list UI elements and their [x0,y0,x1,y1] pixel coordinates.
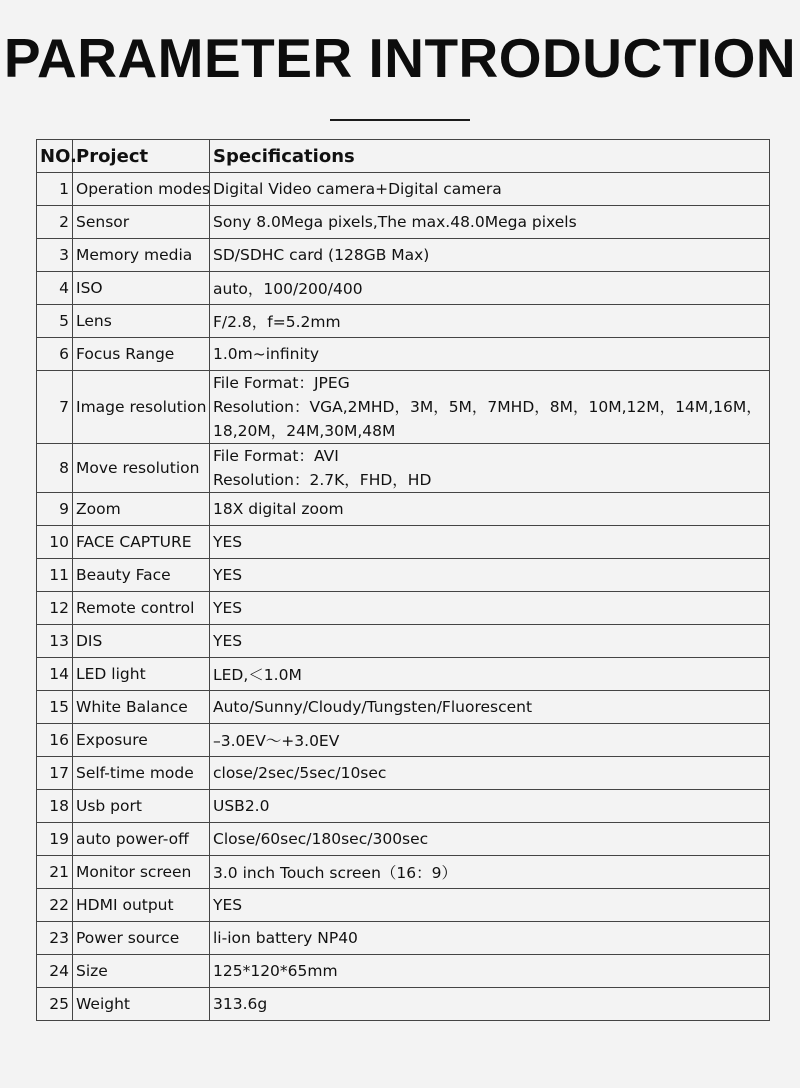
table-row [37,724,770,757]
row-specification [210,658,770,691]
row-number: 19 [37,823,73,856]
table-row [37,757,770,790]
row-specification [210,592,770,625]
row-specification [210,955,770,988]
row-number: 9 [37,493,73,526]
spec-line: li-ion battery NP40 [213,929,358,947]
row-project: Power source [73,922,210,955]
row-project: Size [73,955,210,988]
row-project: Operation modes [73,173,210,206]
table-row [37,790,770,823]
row-specification [210,444,770,493]
row-project: Self-time mode [73,757,210,790]
spec-line: Digital Video camera+Digital camera [213,180,502,198]
row-specification [210,724,770,757]
row-number: 17 [37,757,73,790]
row-number: 6 [37,338,73,371]
spec-line: 313.6g [213,995,268,1013]
row-project: auto power-off [73,823,210,856]
row-specification [210,371,770,444]
row-project: ISO [73,272,210,305]
table-row [37,239,770,272]
row-project: Move resolution [73,444,210,493]
spec-line: 1.0m~infinity [213,345,320,363]
row-project: Lens [73,305,210,338]
table-row [37,856,770,889]
row-number: 2 [37,206,73,239]
row-specification [210,526,770,559]
row-specification [210,206,770,239]
row-project: Focus Range [73,338,210,371]
row-project: Exposure [73,724,210,757]
spec-line: Resolution：2.7K，FHD，HD [213,471,432,489]
header-project: Project [73,140,210,173]
row-specification [210,889,770,922]
table-row [37,272,770,305]
row-specification [210,691,770,724]
spec-line: F/2.8，f=5.2mm [213,313,341,331]
spec-line: SD/SDHC card (128GB Max) [213,246,430,264]
row-specification [210,559,770,592]
page-title: PARAMETER INTRODUCTION [3,27,797,89]
spec-line: YES [213,566,243,584]
row-project: Sensor [73,206,210,239]
row-project: Beauty Face [73,559,210,592]
spec-line: YES [213,533,243,551]
table-row [37,444,770,493]
row-specification [210,790,770,823]
row-number: 5 [37,305,73,338]
row-specification [210,239,770,272]
row-number: 11 [37,559,73,592]
row-number: 12 [37,592,73,625]
spec-line: YES [213,632,243,650]
header-specifications: Specifications [210,140,770,173]
table-row [37,955,770,988]
row-project: Usb port [73,790,210,823]
row-specification [210,823,770,856]
row-project: DIS [73,625,210,658]
spec-line: 125*120*65mm [213,962,338,980]
table-row [37,559,770,592]
table-row [37,823,770,856]
row-number: 24 [37,955,73,988]
row-project: Remote control [73,592,210,625]
spec-line: YES [213,896,243,914]
row-specification [210,856,770,889]
row-number: 8 [37,444,73,493]
table-row [37,493,770,526]
row-number: 13 [37,625,73,658]
row-number: 4 [37,272,73,305]
table-row [37,625,770,658]
spec-line: Close/60sec/180sec/300sec [213,830,429,848]
row-project: Image resolution [73,371,210,444]
spec-line: 18X digital zoom [213,500,344,518]
row-project: White Balance [73,691,210,724]
spec-line: 3.0 inch Touch screen（16：9） [213,864,458,882]
spec-line: Sony 8.0Mega pixels,The max.48.0Mega pixels [213,213,577,231]
spec-line: 18,20M，24M,30M,48M [213,422,396,440]
row-specification [210,988,770,1021]
row-number: 21 [37,856,73,889]
row-specification [210,173,770,206]
spec-line: –3.0EV～+3.0EV [213,732,340,750]
row-project: Memory media [73,239,210,272]
row-project: LED light [73,658,210,691]
spec-line: LED,＜1.0M [213,666,302,684]
row-specification [210,305,770,338]
table-row [37,371,770,444]
spec-line: USB2.0 [213,797,270,815]
row-number: 14 [37,658,73,691]
spec-line: File Format：AVI [213,447,339,465]
spec-line: YES [213,599,243,617]
row-project: Weight [73,988,210,1021]
row-number: 1 [37,173,73,206]
table-row [37,206,770,239]
spec-line: Auto/Sunny/Cloudy/Tungsten/Fluorescent [213,698,533,716]
row-number: 7 [37,371,73,444]
title-underline [330,119,470,121]
table-row [37,658,770,691]
spec-line: auto，100/200/400 [213,280,363,298]
row-specification [210,922,770,955]
table-row [37,691,770,724]
row-number: 23 [37,922,73,955]
header-no: NO. [37,140,73,173]
row-specification [210,757,770,790]
spec-line: Resolution：VGA,2MHD，3M，5M，7MHD，8M，10M,12M，14M,16M， [213,398,762,416]
table-row [37,173,770,206]
spec-line: close/2sec/5sec/10sec [213,764,387,782]
table-row [37,305,770,338]
row-number: 3 [37,239,73,272]
spec-line: File Format：JPEG [213,374,350,392]
row-project: Monitor screen [73,856,210,889]
row-project: FACE CAPTURE [73,526,210,559]
table-header-row [37,140,770,173]
row-number: 22 [37,889,73,922]
row-specification [210,493,770,526]
table-row [37,988,770,1021]
row-number: 16 [37,724,73,757]
row-number: 18 [37,790,73,823]
table-row [37,338,770,371]
table-row [37,526,770,559]
row-number: 25 [37,988,73,1021]
table-row [37,889,770,922]
row-number: 15 [37,691,73,724]
table-row [37,922,770,955]
row-specification [210,625,770,658]
row-project: Zoom [73,493,210,526]
row-number: 10 [37,526,73,559]
row-specification [210,272,770,305]
parameter-table [36,139,770,1021]
table-row [37,592,770,625]
row-project: HDMI output [73,889,210,922]
row-specification [210,338,770,371]
